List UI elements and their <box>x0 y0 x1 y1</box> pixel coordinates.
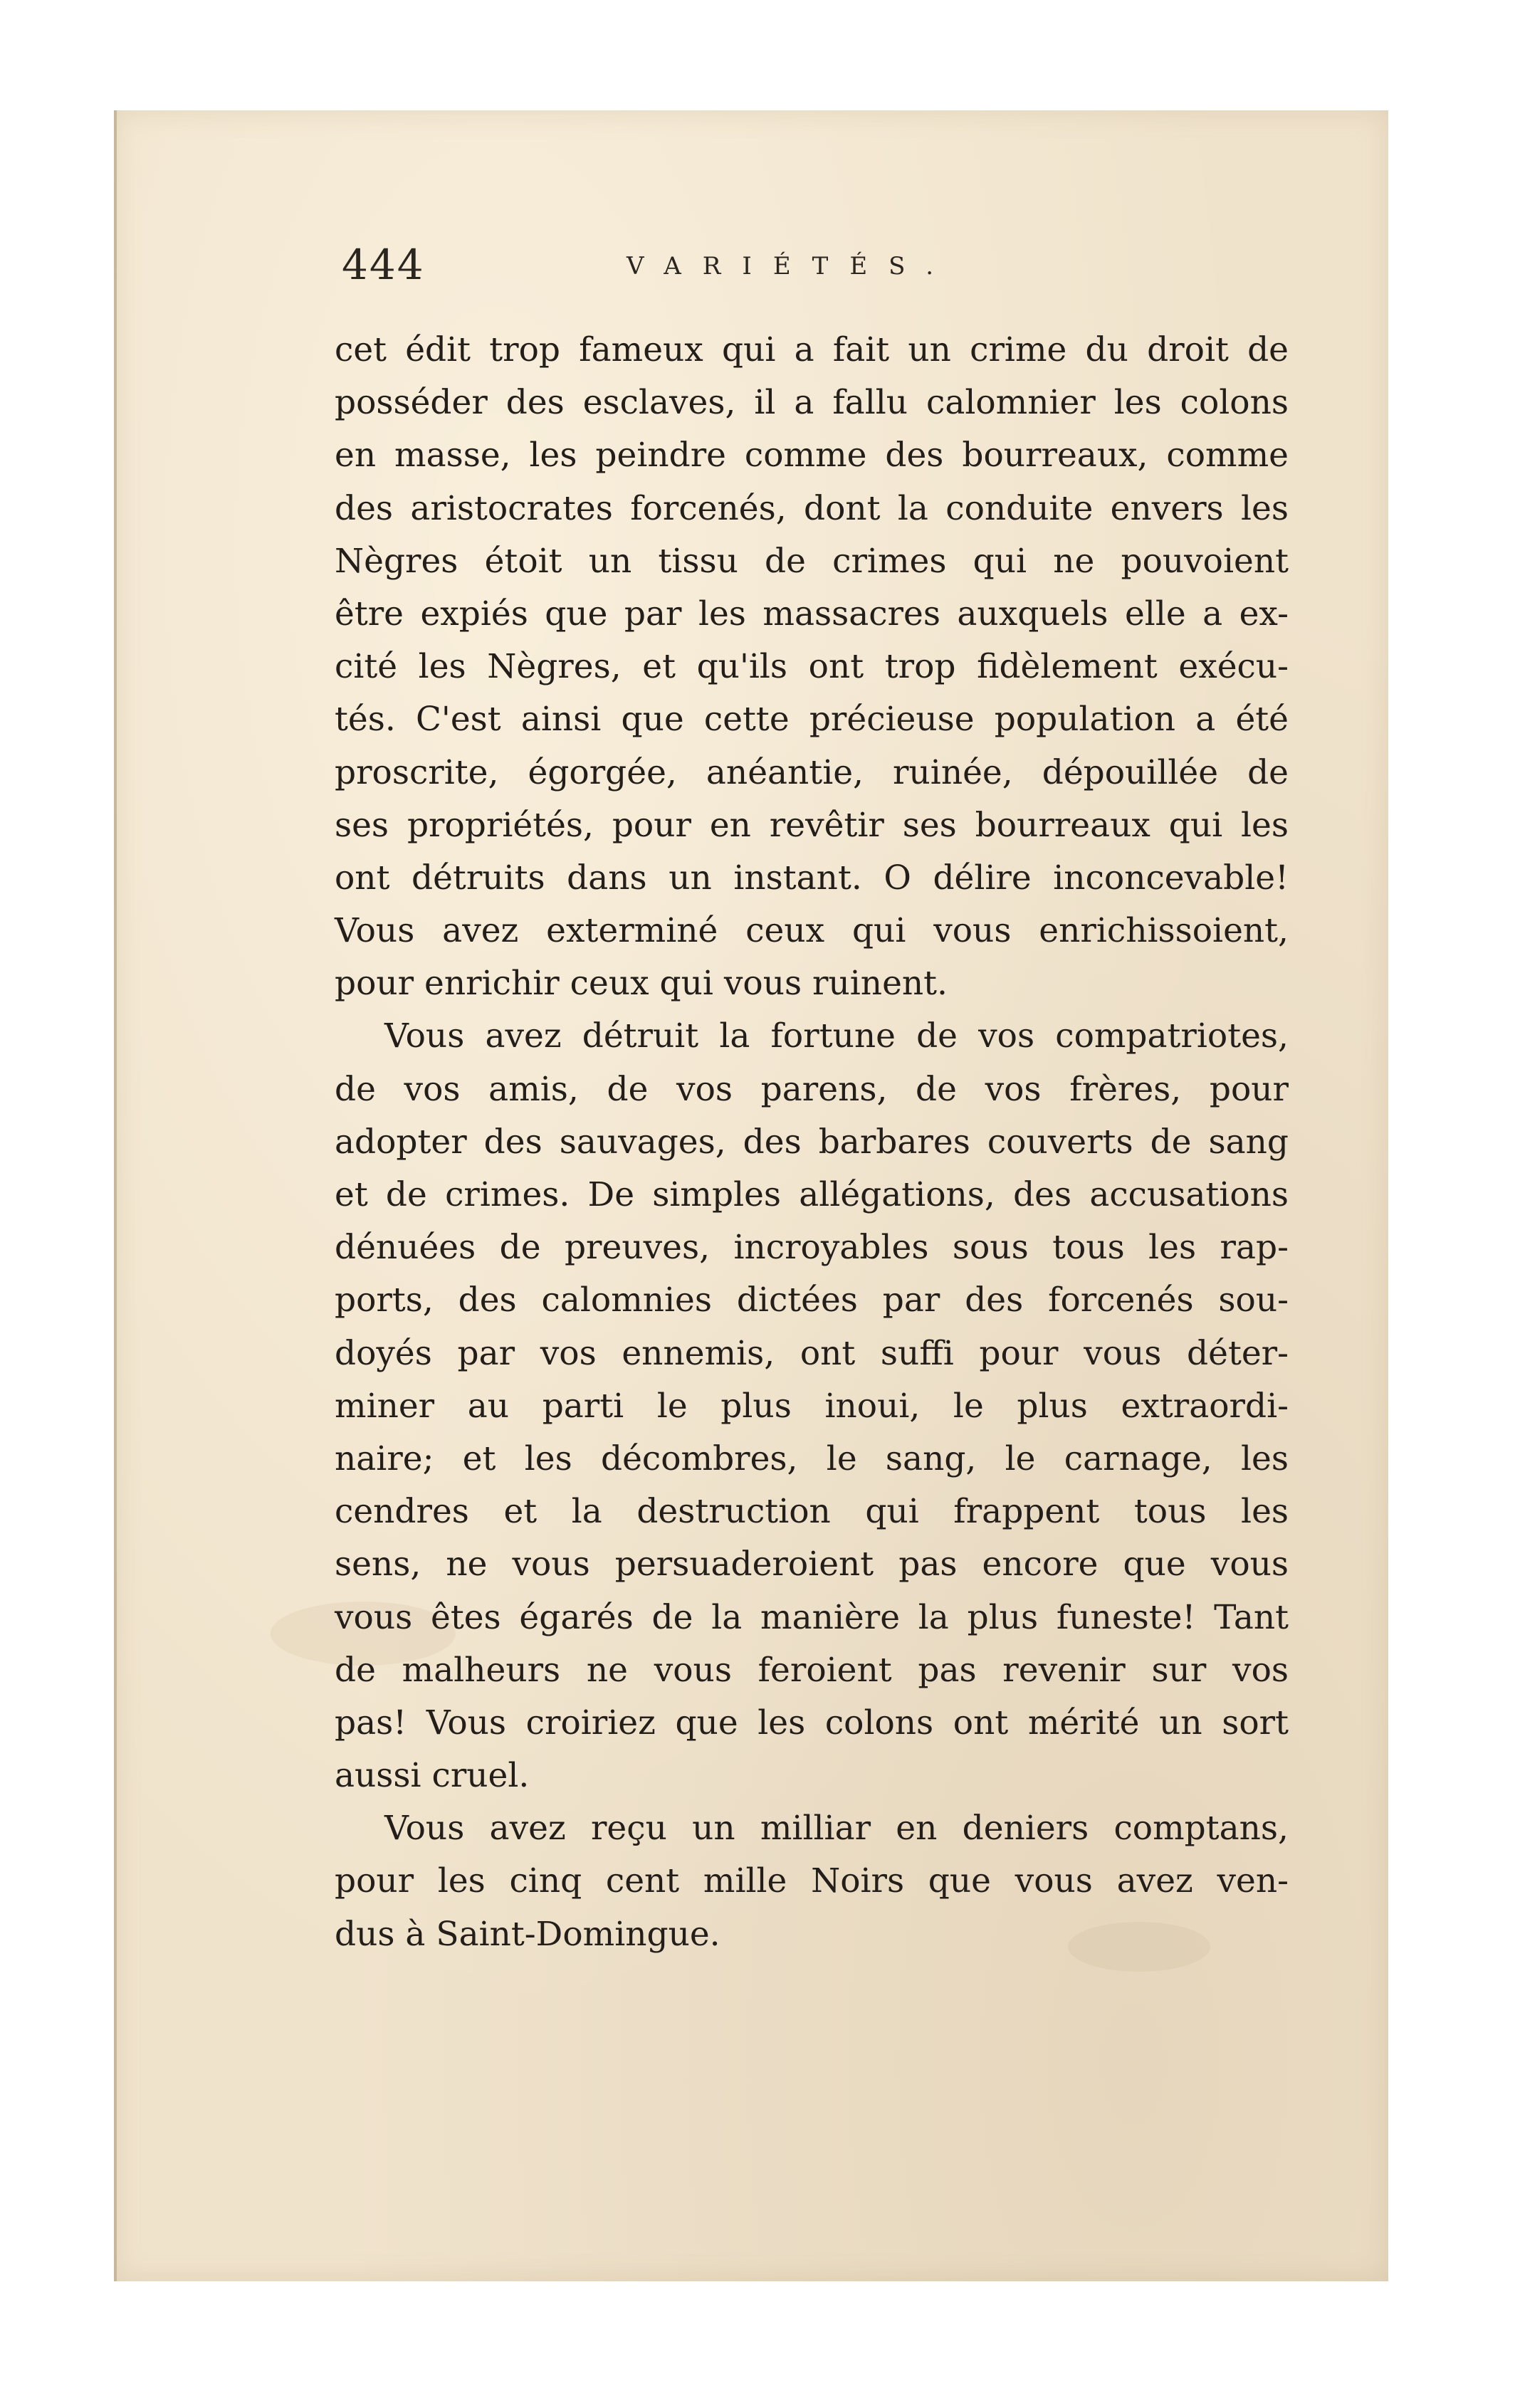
text-line: miner au parti le plus inoui, le plus extraordi- <box>335 1386 1289 1426</box>
page-header <box>342 241 1338 298</box>
text-line: ont détruits dans un instant. O délire inconcevable! <box>335 858 1289 898</box>
text-line: pas! Vous croiriez que les colons ont mérité un sort <box>335 1703 1289 1742</box>
text-line: ports, des calomnies dictées par des forcenés sou- <box>335 1281 1289 1320</box>
text-line: cendres et la destruction qui frappent tous les <box>335 1492 1289 1532</box>
text-line: Vous avez détruit la fortune de vos compatriotes, <box>384 1016 1289 1056</box>
text-line: sens, ne vous persuaderoient pas encore que vous <box>335 1545 1289 1584</box>
text-line: cité les Nègres, et qu'ils ont trop fidèlement exécu- <box>335 647 1289 687</box>
text-line: de vos amis, de vos parens, de vos frères, pour <box>335 1069 1289 1109</box>
text-line: vous êtes égarés de la manière la plus funeste! Tant <box>335 1597 1289 1637</box>
text-line: en masse, les peindre comme des bourreaux, comme <box>335 436 1289 475</box>
text-line: ses propriétés, pour en revêtir ses bourreaux qui les <box>335 805 1289 845</box>
text-line: Vous avez reçu un milliar en deniers comptans, <box>384 1809 1289 1849</box>
running-title: VARIÉTÉS. <box>627 252 955 280</box>
text-line: posséder des esclaves, il a fallu calomnier les colons <box>335 383 1289 423</box>
text-line: être expiés que par les massacres auxquels elle a ex- <box>335 594 1289 633</box>
text-line: cet édit trop fameux qui a fait un crime du droit de <box>335 330 1289 369</box>
page-number: 444 <box>342 241 425 289</box>
text-line: pour les cinq cent mille Noirs que vous avez ven- <box>335 1861 1289 1901</box>
text-line: naire; et les décombres, le sang, le carnage, les <box>335 1439 1289 1478</box>
text-line: et de crimes. De simples allégations, des accusations <box>335 1175 1289 1214</box>
page-edge <box>114 110 117 2281</box>
text-line: dénuées de preuves, incroyables sous tous les rap- <box>335 1228 1289 1268</box>
text-line: tés. C'est ainsi que cette précieuse population a été <box>335 700 1289 740</box>
text-line: des aristocrates forcenés, dont la conduite envers les <box>335 488 1289 528</box>
text-line: aussi cruel. <box>335 1756 530 1796</box>
body-text <box>335 324 1289 1961</box>
text-line: doyés par vos ennemis, ont suffi pour vous déter- <box>335 1333 1289 1373</box>
text-line: pour enrichir ceux qui vous ruinent. <box>335 964 948 1004</box>
text-line: Vous avez exterminé ceux qui vous enrichissoient, <box>335 911 1289 951</box>
text-line: adopter des sauvages, des barbares couverts de sang <box>335 1122 1289 1162</box>
text-line: proscrite, égorgée, anéantie, ruinée, dépouillée de <box>335 752 1289 792</box>
text-line: dus à Saint-Domingue. <box>335 1914 720 1954</box>
text-line: de malheurs ne vous feroient pas revenir sur vos <box>335 1650 1289 1690</box>
text-line: Nègres étoit un tissu de crimes qui ne pouvoient <box>335 541 1289 581</box>
